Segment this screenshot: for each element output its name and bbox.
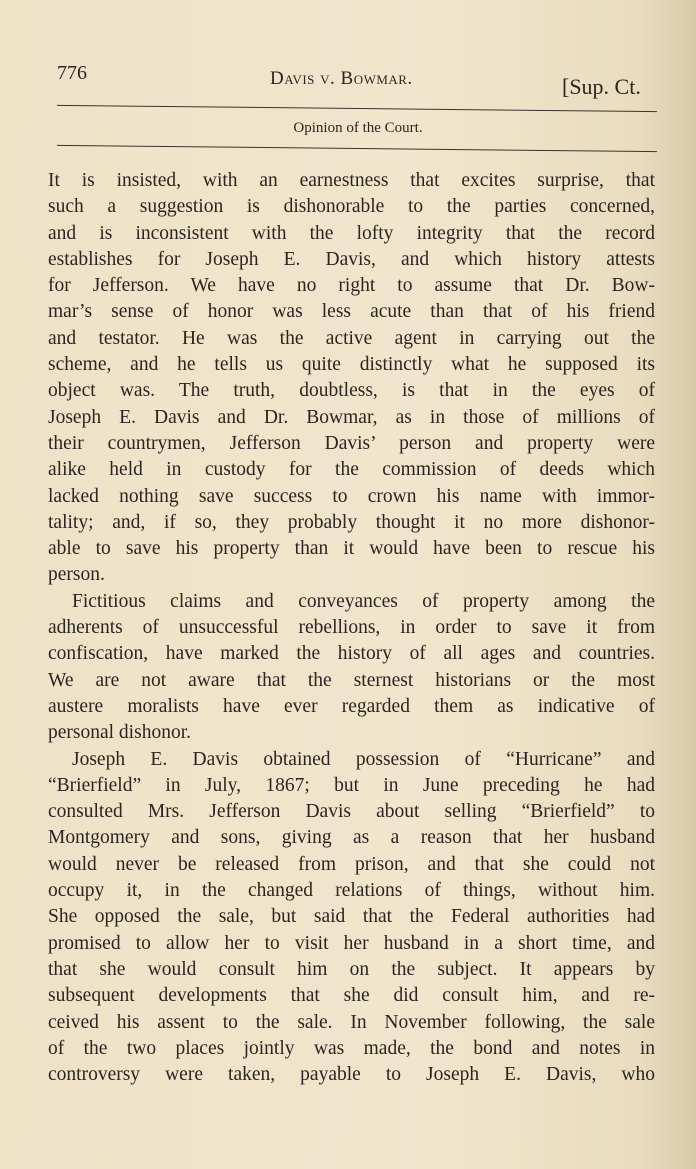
text-line: mar’s sense of honor was less acute than that of his friend xyxy=(48,301,655,323)
text-line: “Brierfield” in July, 1867; but in June preceding he had xyxy=(48,774,655,796)
page-number: 776 xyxy=(57,62,87,84)
text-line: establishes for Joseph E. Davis, and which history attests xyxy=(48,248,655,270)
court-label: [Sup. Ct. xyxy=(562,74,641,99)
text-line: tality; and, if so, they probably thought it no more dishonor- xyxy=(48,511,655,533)
text-line: of the two places jointly was made, the bond and notes in xyxy=(48,1037,655,1059)
text-line: object was. The truth, doubtless, is that in the eyes of xyxy=(48,380,655,402)
text-line: able to save his property than it would have been to rescue his xyxy=(48,538,655,560)
running-title: Davis v. Bowmar. xyxy=(270,68,413,89)
text-line: confiscation, have marked the history of all ages and countries. xyxy=(48,643,655,665)
text-line: consulted Mrs. Jefferson Davis about selling “Brierfield” to xyxy=(48,801,655,823)
text-line: We are not aware that the sternest historians or the most xyxy=(48,669,655,691)
text-line: adherents of unsuccessful rebellions, in order to save it from xyxy=(48,617,655,639)
text-line: and testator. He was the active agent in carrying out the xyxy=(48,327,655,349)
subtitle-rule xyxy=(57,145,657,152)
text-line: Montgomery and sons, giving as a reason that her husband xyxy=(48,827,655,849)
text-line: austere moralists have ever regarded them as indicative of xyxy=(48,695,655,717)
text-line: personal dishonor. xyxy=(48,722,191,744)
text-line: lacked nothing save success to crown his name with immor- xyxy=(48,485,655,507)
text-line: subsequent developments that she did consult him, and re- xyxy=(48,985,655,1007)
text-line: their countrymen, Jefferson Davis’ person and property were xyxy=(48,432,655,454)
text-line: It is insisted, with an earnestness that excites surprise, that xyxy=(48,170,655,191)
text-line: Fictitious claims and conveyances of property among the xyxy=(72,590,655,612)
text-line: Joseph E. Davis and Dr. Bowmar, as in those of millions of xyxy=(48,406,655,428)
text-line: controversy were taken, payable to Joseph E. Davis, who xyxy=(48,1064,655,1086)
text-line: occupy it, in the changed relations of things, without him. xyxy=(48,880,655,902)
text-line: alike held in custody for the commission of deeds which xyxy=(48,459,655,481)
body-text xyxy=(48,168,655,1088)
text-line: for Jefferson. We have no right to assume that Dr. Bow- xyxy=(48,275,655,297)
text-line: that she would consult him on the subject. It appears by xyxy=(48,958,655,980)
section-subtitle: Opinion of the Court. xyxy=(293,120,423,136)
text-line: would never be released from prison, and that she could not xyxy=(48,853,655,875)
text-line: such a suggestion is dishonorable to the parties concerned, xyxy=(48,196,655,218)
text-line: promised to allow her to visit her husband in a short time, and xyxy=(48,932,655,954)
header-rule xyxy=(57,105,657,112)
text-line: ceived his assent to the sale. In November following, the sale xyxy=(48,1011,655,1033)
text-line: scheme, and he tells us quite distinctly what he supposed its xyxy=(48,354,655,376)
text-line: Joseph E. Davis obtained possession of “Hurricane” and xyxy=(72,748,655,770)
text-line: She opposed the sale, but said that the Federal authorities had xyxy=(48,906,655,928)
text-line: person. xyxy=(48,564,105,586)
text-line: and is inconsistent with the lofty integrity that the record xyxy=(48,222,655,244)
